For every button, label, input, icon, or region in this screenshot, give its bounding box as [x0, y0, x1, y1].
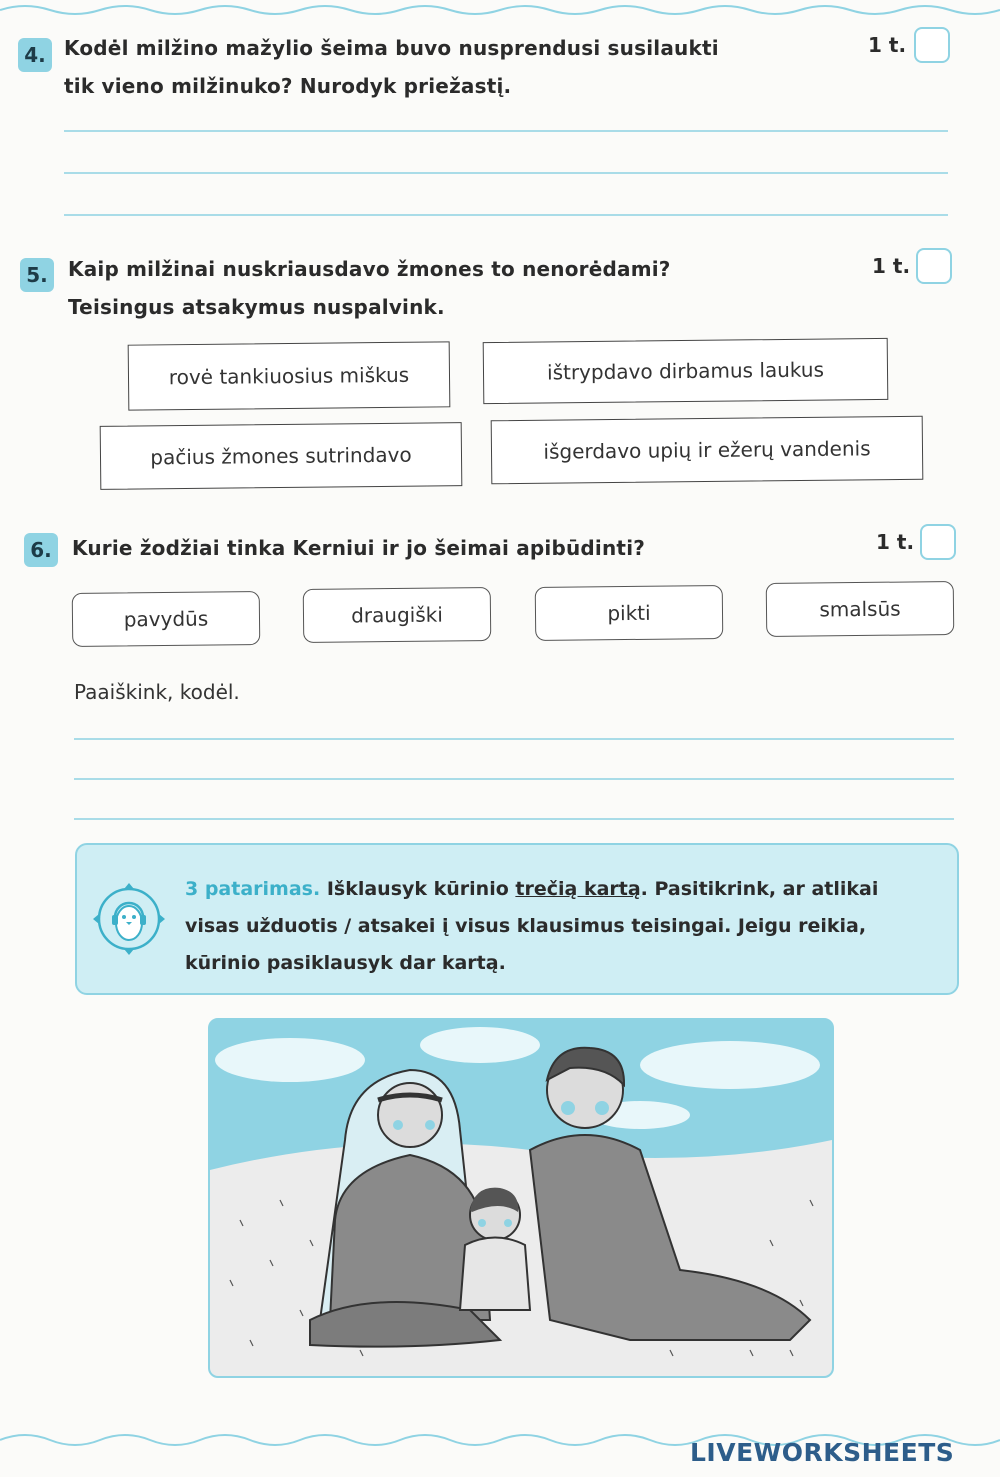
tip-box: [75, 843, 959, 995]
family-illustration: [208, 1018, 834, 1378]
question-4-text-line2: tik vieno milžinuko? Nurodyk priežastį.: [64, 74, 512, 98]
word-box-1[interactable]: pavydūs: [72, 591, 261, 647]
question-5-text-line2: Teisingus atsakymus nuspalvink.: [68, 295, 445, 319]
answer-line[interactable]: [74, 738, 954, 740]
question-5-number: 5.: [20, 258, 54, 292]
option-box-1[interactable]: rovė tankiuosius miškus: [128, 341, 451, 410]
family-illustration-drawing: [210, 1020, 832, 1376]
question-6-explain-label: Paaiškink, kodėl.: [74, 680, 240, 704]
question-6-text: Kurie žodžiai tinka Kerniui ir jo šeimai apibūdinti?: [72, 536, 646, 560]
question-5-score-box[interactable]: [916, 248, 952, 284]
word-box-3[interactable]: pikti: [535, 585, 724, 641]
question-5-text-line1: Kaip milžinai nuskriausdavo žmones to nenorėdami?: [68, 257, 671, 281]
question-4-number: 4.: [18, 38, 52, 72]
tip-text: [185, 871, 945, 982]
headphones-penguin-icon: [91, 881, 167, 957]
word-box-4[interactable]: smalsūs: [766, 581, 955, 637]
tip-underlined: trečią kartą: [515, 878, 641, 900]
question-6-points: 1 t.: [876, 530, 915, 554]
question-6-number: 6.: [24, 533, 58, 567]
liveworksheets-logo[interactable]: LIVEWORKSHEETS: [690, 1438, 955, 1467]
tip-line-1: [185, 871, 945, 908]
option-box-2[interactable]: ištrypdavo dirbamus laukus: [483, 338, 889, 404]
answer-line[interactable]: [64, 214, 948, 216]
word-box-2[interactable]: draugiški: [303, 587, 492, 643]
option-box-3[interactable]: pačius žmones sutrindavo: [100, 422, 463, 490]
question-6-score-box[interactable]: [920, 524, 956, 560]
tip-part-2: . Pasitikrink, ar atlikai: [640, 878, 879, 900]
tip-title: 3 patarimas.: [185, 878, 321, 900]
option-box-4[interactable]: išgerdavo upių ir ežerų vandenis: [491, 416, 924, 485]
question-4-score-box[interactable]: [914, 27, 950, 63]
answer-line[interactable]: [64, 130, 948, 132]
tip-line-3: kūrinio pasiklausyk dar kartą.: [185, 952, 506, 974]
question-4-points: 1 t.: [868, 33, 907, 57]
answer-line[interactable]: [74, 818, 954, 820]
top-wave-border: [0, 0, 1000, 20]
answer-line[interactable]: [64, 172, 948, 174]
question-5-points: 1 t.: [872, 254, 911, 278]
tip-line-2: visas užduotis / atsakei į visus klausimus teisingai. Jeigu reikia,: [185, 915, 867, 937]
answer-line[interactable]: [74, 778, 954, 780]
question-4-text-line1: Kodėl milžino mažylio šeima buvo nusprendusi susilaukti: [64, 36, 719, 60]
tip-part-1: Išklausyk kūrinio: [320, 878, 516, 900]
